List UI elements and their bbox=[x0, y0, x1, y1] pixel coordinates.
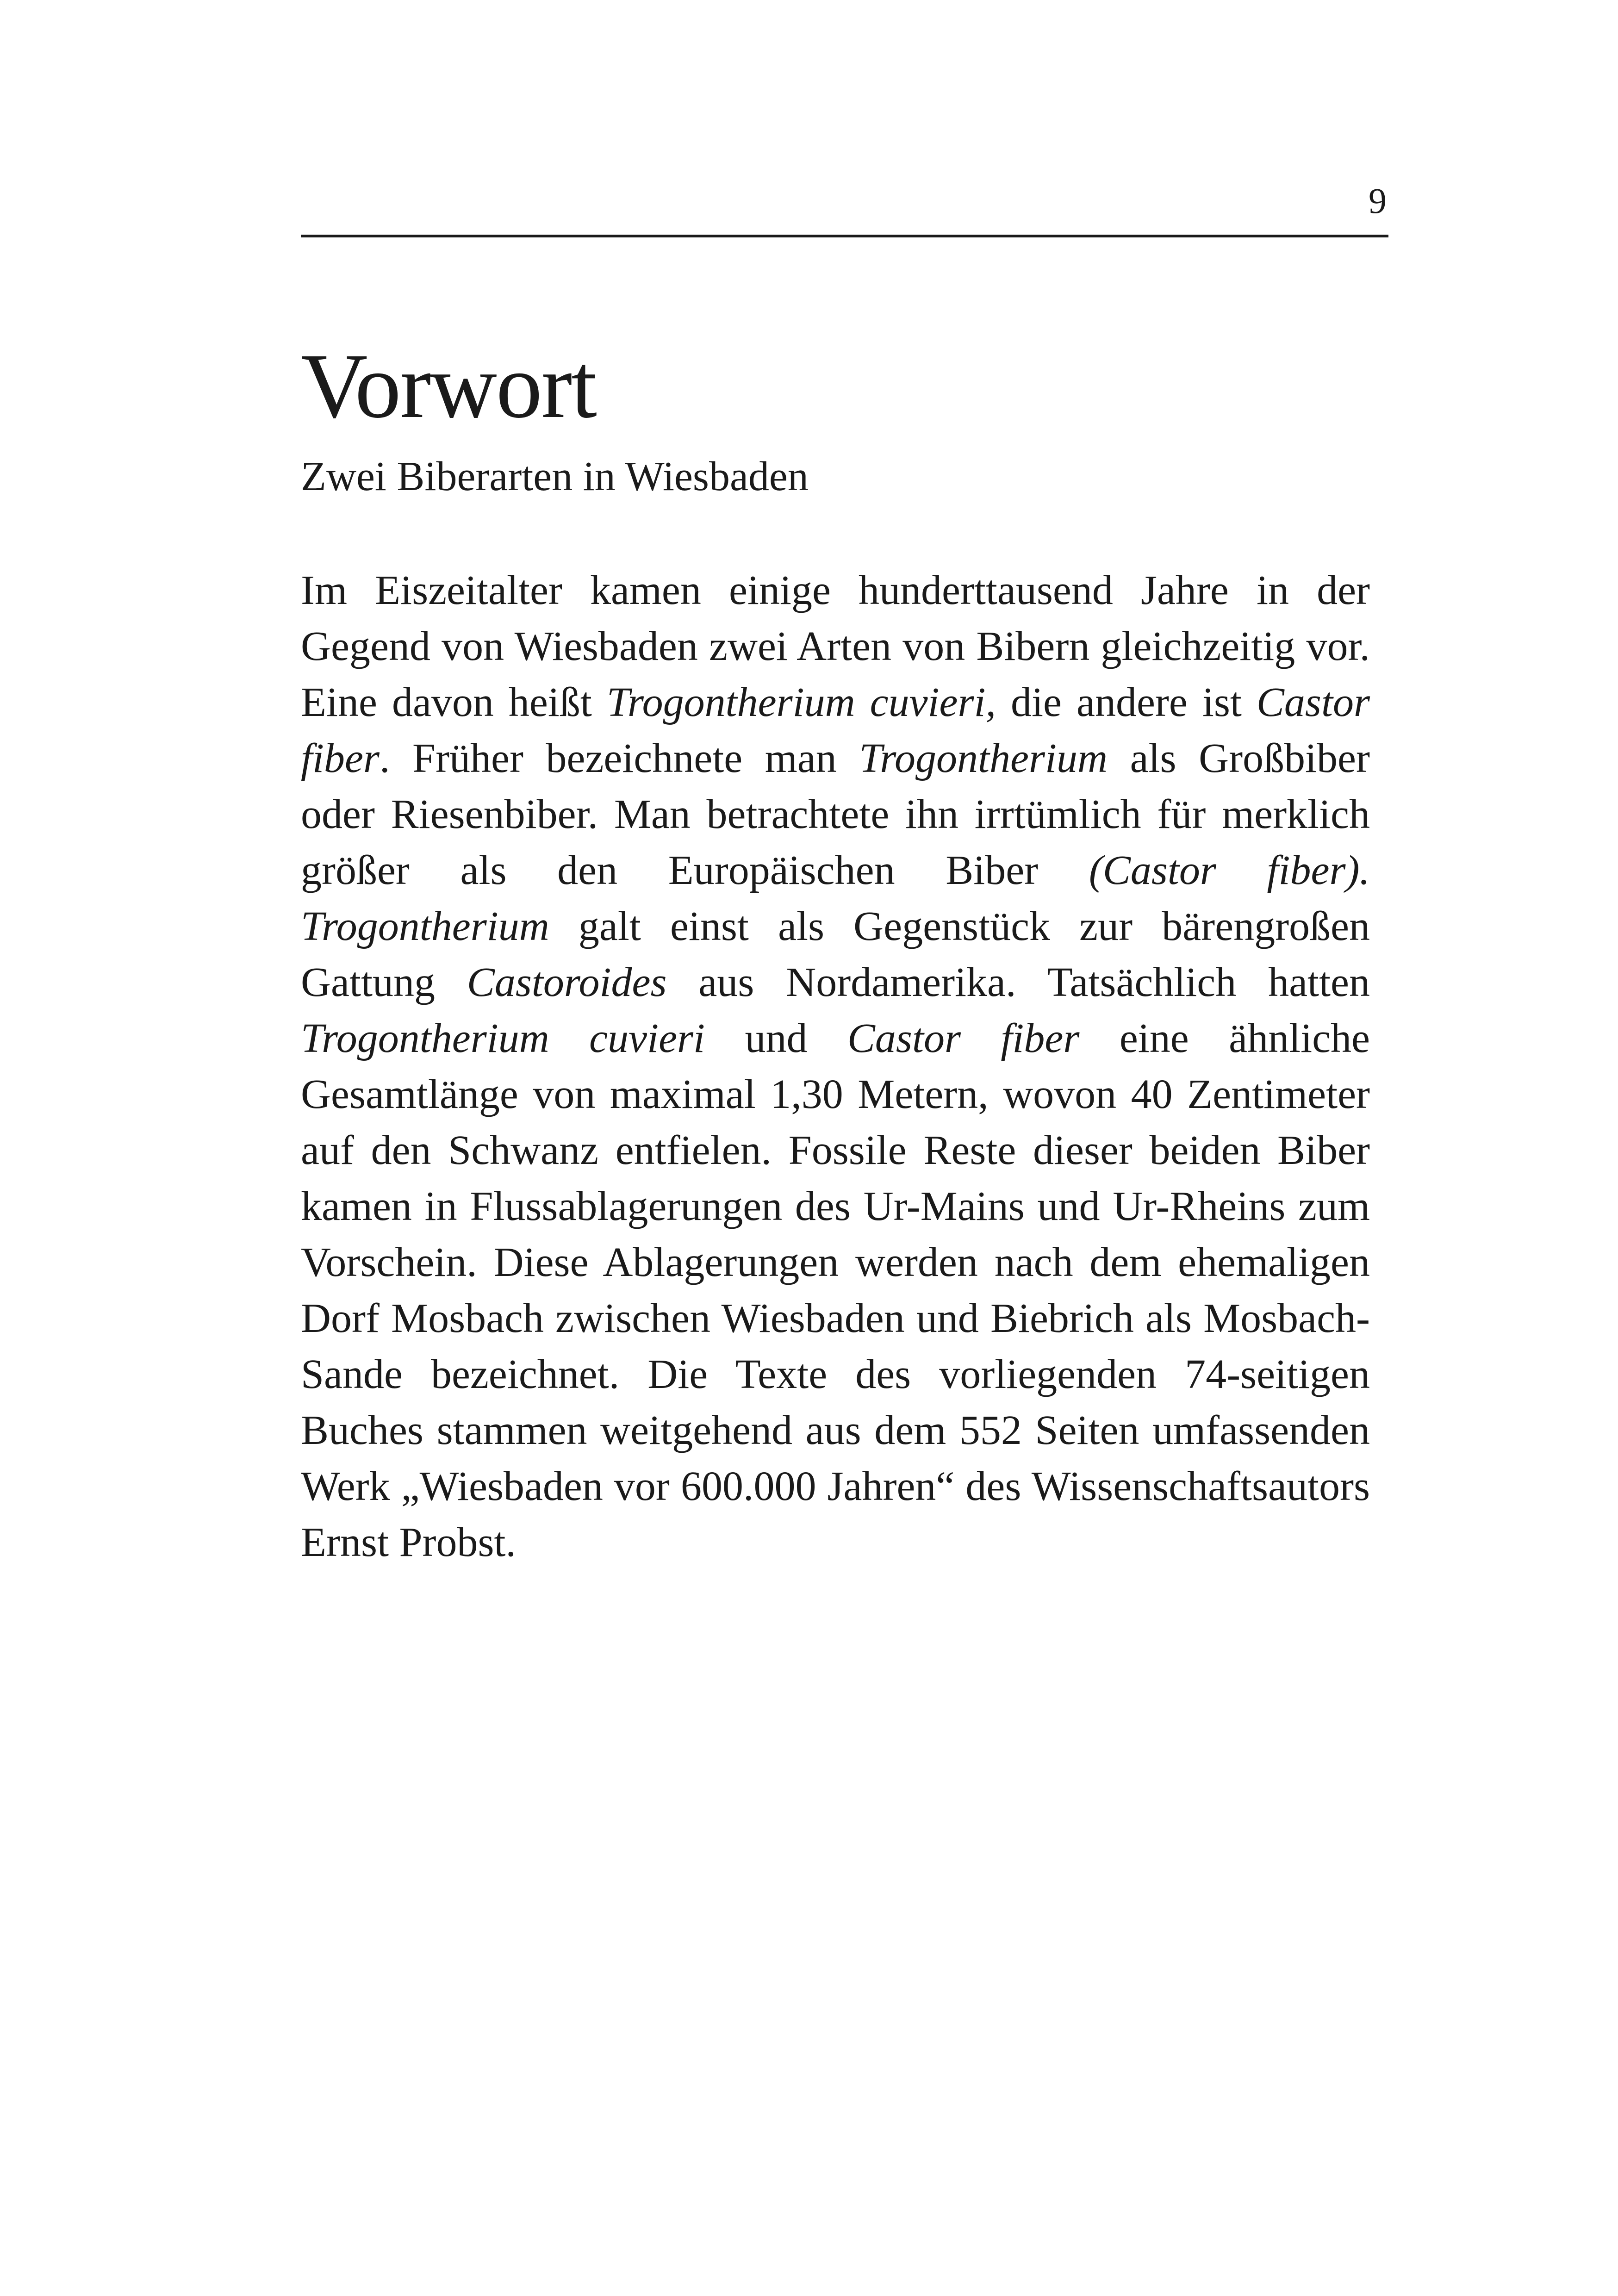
species-name: Castor fiber bbox=[847, 1015, 1080, 1061]
text-run: galt einst als Gegenstück zur bärengroßen Gattung bbox=[301, 903, 1370, 1005]
chapter-title: Vorwort bbox=[301, 335, 596, 437]
text-run: . Früher bezeichnete man bbox=[379, 735, 859, 781]
species-name: (Castor fiber). bbox=[1089, 847, 1370, 893]
text-run: Im Eiszeitalter kamen einige hunderttausend Jahre in der Gegend von Wiesbaden zwei Arten von Bibern gleichzeitig vor. Eine davon heißt bbox=[301, 567, 1370, 725]
species-name: Trogontherium bbox=[301, 903, 549, 949]
species-name: Castor fiber bbox=[301, 679, 1370, 781]
species-name: Trogontherium cuvieri, bbox=[606, 679, 996, 725]
text-run: und bbox=[705, 1015, 847, 1061]
text-run: eine ähnliche Gesamtlänge von maximal 1,30 Metern, wovon 40 Zentimeter auf den Schwanz entfielen. Fossile Reste dieser beiden Biber kamen in Flussablagerungen des Ur-Mains und Ur-Rheins zum Vorschein. Diese Ablagerungen werden nach dem ehemaligen Dorf Mosbach zwischen Wiesbaden und Biebrich als Mosbach-Sande bezeichnet. Die Texte des vorliegenden 74-seitigen Buches stammen weitgehend aus dem 552 Seiten umfassenden Werk „Wiesbaden vor 600.000 Jahren“ des Wissenschaftsautors Ernst Probst. bbox=[301, 1015, 1370, 1565]
text-run: als Großbiber oder Riesenbiber. Man betrachtete ihn irrtümlich für merklich größer als den Europäischen Biber bbox=[301, 735, 1370, 893]
genus-name: Castoroides bbox=[467, 959, 667, 1005]
text-run: die andere ist bbox=[996, 679, 1257, 725]
body-paragraph bbox=[301, 562, 1370, 1570]
page-number: 9 bbox=[1369, 180, 1387, 221]
species-name: Trogontherium bbox=[859, 735, 1108, 781]
species-name: Trogontherium cuvieri bbox=[301, 1015, 705, 1061]
chapter-subtitle: Zwei Biberarten in Wiesbaden bbox=[301, 454, 809, 499]
header-rule bbox=[301, 235, 1388, 237]
text-run: aus Nordamerika. Tatsächlich hatten bbox=[666, 959, 1370, 1005]
